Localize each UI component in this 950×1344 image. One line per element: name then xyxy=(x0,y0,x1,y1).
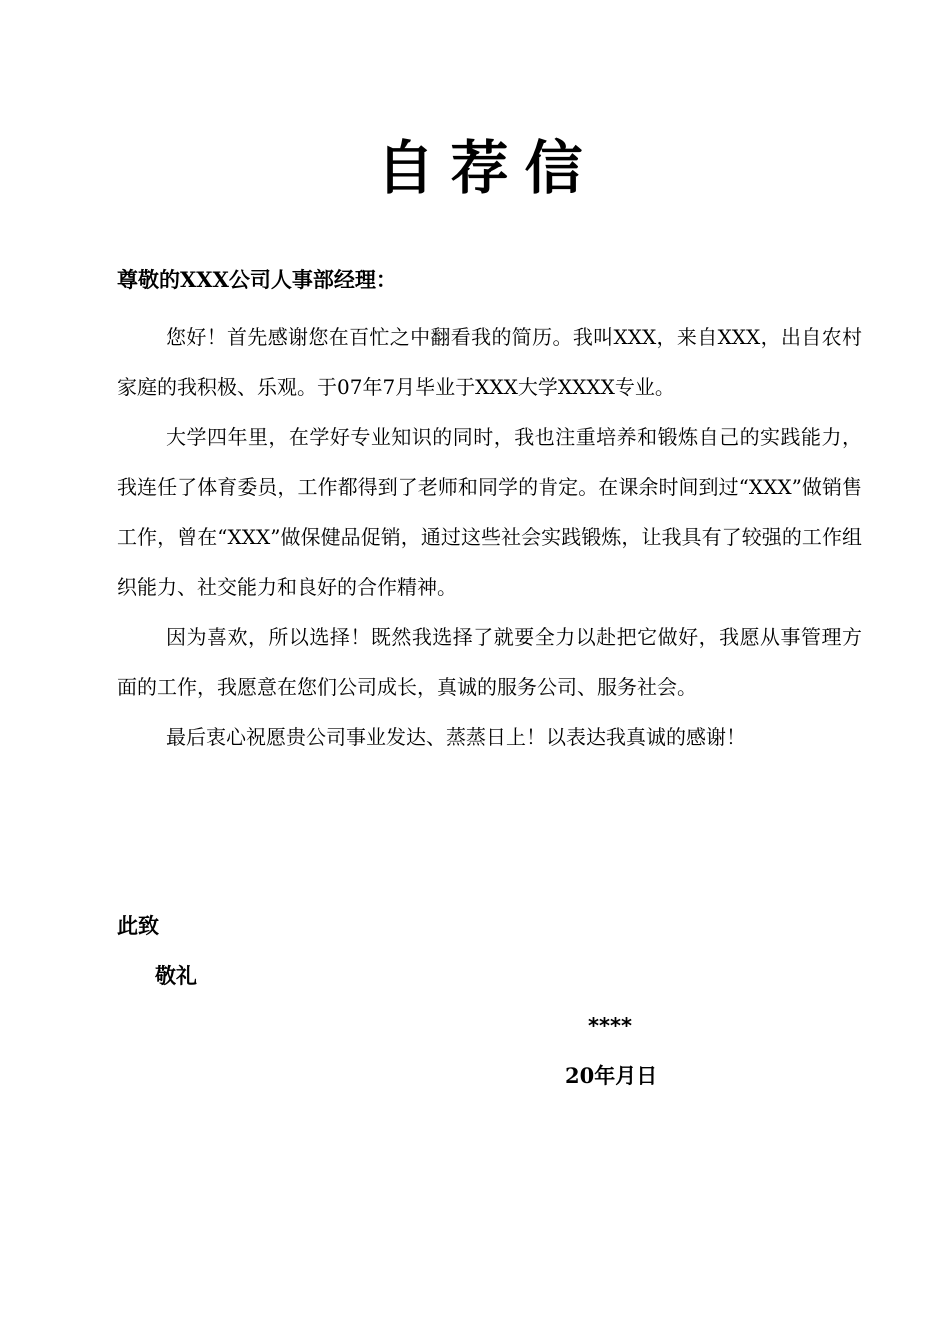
paragraph-intro: 您好！首先感谢您在百忙之中翻看我的简历。我叫XXX，来自XXX，出自农村家庭的我积极、乐观。于07年7月毕业于XXX大学XXXX专业。 xyxy=(117,325,862,399)
letter-title: 自荐信 xyxy=(376,134,599,202)
paragraph-experience: 大学四年里，在学好专业知识的同时，我也注重培养和锻炼自己的实践能力，我连任了体育委员，工作都得到了老师和同学的肯定。在课余时间到过“XXX”做销售工作，曾在“XXX”做保健品促销，通过这些社会实践锻炼，让我具有了较强的工作组织能力、社交能力和良好的合作精神。 xyxy=(117,425,862,599)
regards: 敬礼 xyxy=(155,963,197,988)
letter-body xyxy=(117,312,862,762)
salutation: 尊敬的XXX公司人事部经理： xyxy=(117,267,397,292)
signature: **** xyxy=(588,1014,632,1038)
paragraph-motivation: 因为喜欢，所以选择！既然我选择了就要全力以赴把它做好，我愿从事管理方面的工作，我愿意在您们公司成长，真诚的服务公司、服务社会。 xyxy=(117,625,862,699)
date: 20年月日 xyxy=(565,1063,658,1088)
paragraph-wishes: 最后衷心祝愿贵公司事业发达、蒸蒸日上！以表达我真诚的感谢！ xyxy=(166,725,746,749)
closing: 此致 xyxy=(117,913,159,938)
